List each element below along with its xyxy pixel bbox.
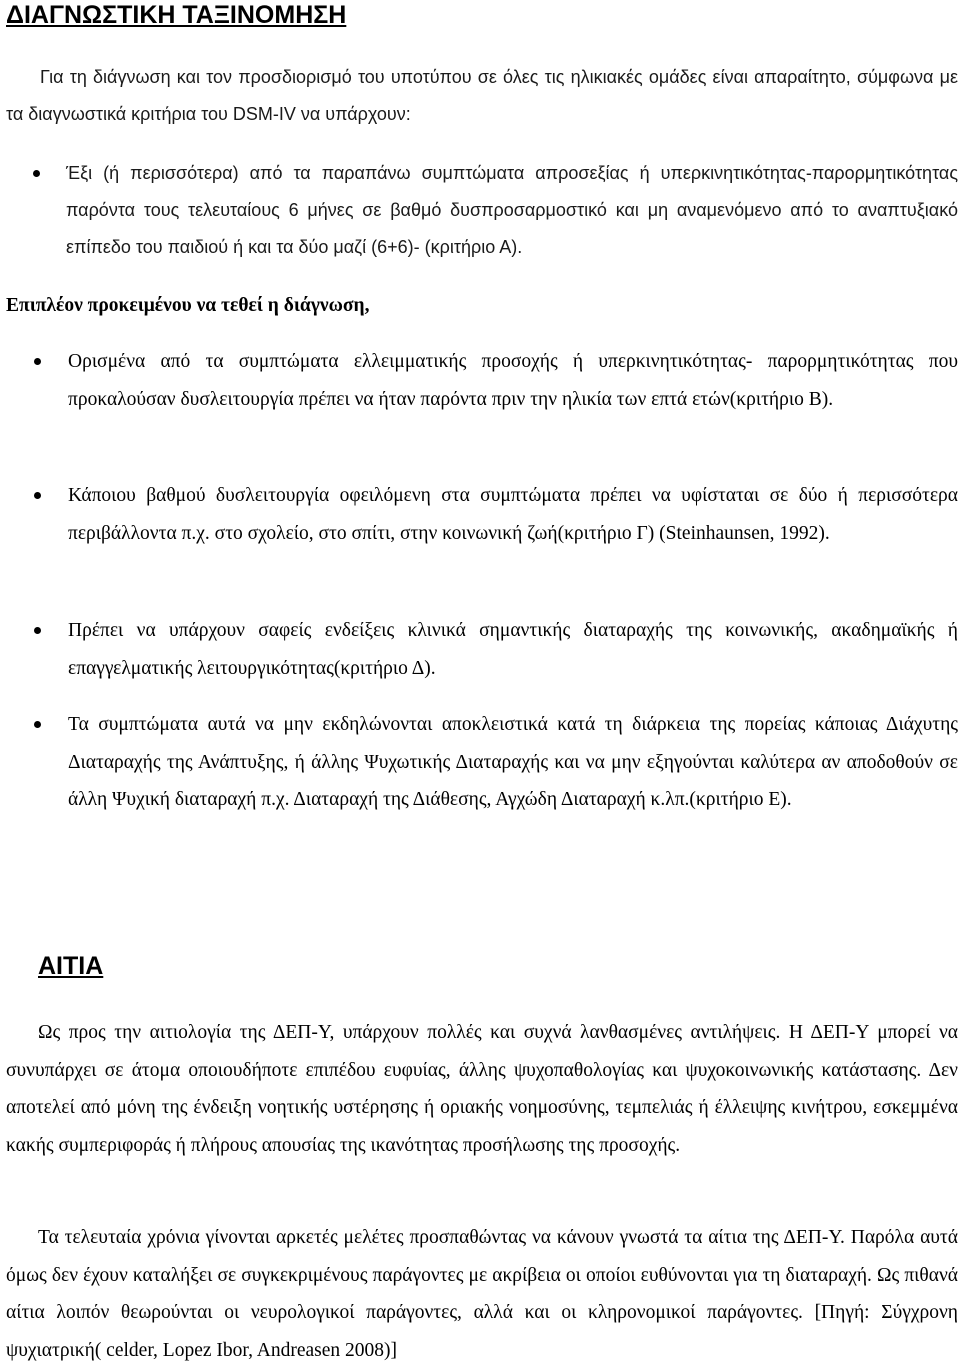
subheading: Επιπλέον προκειμένου να τεθεί η διάγνωση, — [6, 295, 370, 316]
bullet-icon — [34, 492, 41, 499]
criterion-b-item: Ορισμένα από τα συμπτώματα ελλειμματικής προσοχής ή υπερκινητικότητας- παρορμητικότητας που προκαλούσαν δυσλειτουργία πρέπει να ήταν παρόντα πριν την ηλικία των επτά ετών(κριτήριο Β). — [68, 351, 958, 410]
bullet-icon — [34, 358, 41, 365]
bullet-icon — [33, 170, 40, 177]
intro-paragraph: Για τη διάγνωση και τον προσδιορισμό του υποτύπου σε όλες τις ηλικιακές ομάδες είναι απαραίτητο, σύμφωνα με τα διαγνωστικά κριτήρια του DSM-IV να υπάρχουν: — [6, 67, 958, 124]
criterion-a-item: Έξι (ή περισσότερα) από τα παραπάνω συμπτώματα απροσεξίας ή υπερκινητικότητας-παρορμητικότητας παρόντα τους τελευταίους 6 μήνες σε βαθμό δυσπροσαρμοστικό και μη αναμενόμενο από το αναπτυξιακό επίπεδο του παιδιού ή και τα δύο μαζί (6+6)- (κριτήριο Α). — [66, 163, 958, 257]
criterion-e-item: Τα συμπτώματα αυτά να μην εκδηλώνονται αποκλειστικά κατά τη διάρκεια της πορείας κάποιας Διάχυτης Διαταραχής της Ανάπτυξης, ή άλλης Ψυχωτικής Διαταραχής και να μην εξηγούνται καλύτερα αν αποδοθούν σε άλλη Ψυχική διαταραχή π.χ. Διαταραχή της Διάθεσης, Αγχώδη Διαταραχή κ.λπ.(κριτήριο Ε). — [68, 714, 958, 810]
bullet-icon — [34, 627, 41, 634]
criterion-c-item: Κάποιου βαθμού δυσλειτουργία οφειλόμενη στα συμπτώματα πρέπει να υφίσταται σε δύο ή περισσότερα περιβάλλοντα π.χ. στο σχολείο, στο σπίτι, στην κοινωνική ζωή(κριτήριο Γ) (Steinhaunsen, 1992). — [68, 485, 958, 544]
section-title: ΔΙΑΓΝΩΣΤΙΚΗ ΤΑΞΙΝΟΜΗΣΗ — [6, 1, 347, 29]
causes-paragraph-2: Τα τελευταία χρόνια γίνονται αρκετές μελέτες προσπαθώντας να κάνουν γνωστά τα αίτια της ΔΕΠ-Υ. Παρόλα αυτά όμως δεν έχουν καταλήξει σε συγκεκριμένους παράγοντες με ακρίβεια οι οποίοι ευθύνονται για τη διαταραχή. Ως πιθανά αίτια λοιπόν θεωρούνται οι νευρολογικοί παράγοντες, αλλά και οι κληρονομικοί παράγοντες. [Πηγή: Σύγχρονη ψυχιατρική( celder, Lopez Ibor, Andreasen 2008)] — [6, 1227, 958, 1361]
section-title-causes: ΑΙΤΙΑ — [38, 952, 104, 980]
criterion-d-item: Πρέπει να υπάρχουν σαφείς ενδείξεις κλινικά σημαντικής διαταραχής της κοινωνικής, ακαδημαϊκής ή επαγγελματικής λειτουργικότητας(κριτήριο Δ). — [68, 620, 958, 679]
bullet-icon — [34, 721, 41, 728]
causes-paragraph-1: Ως προς την αιτιολογία της ΔΕΠ-Υ, υπάρχουν πολλές και συχνά λανθασμένες αντιλήψεις. Η ΔΕΠ-Υ μπορεί να συνυπάρχει σε άτομα οποιουδήποτε επιπέδου ευφυίας, άλλης ψυχοπαθολογίας και ψυχοκοινωνικής κατάστασης. Δεν αποτελεί από μόνη της ένδειξη νοητικής υστέρησης ή οριακής νοημοσύνης, τεμπελιάς ή έλλειψης κινήτρου, εσκεμμένα κακής συμπεριφοράς ή πλήρους απουσίας της ικανότητας προσήλωσης της προσοχής. — [6, 1022, 958, 1156]
